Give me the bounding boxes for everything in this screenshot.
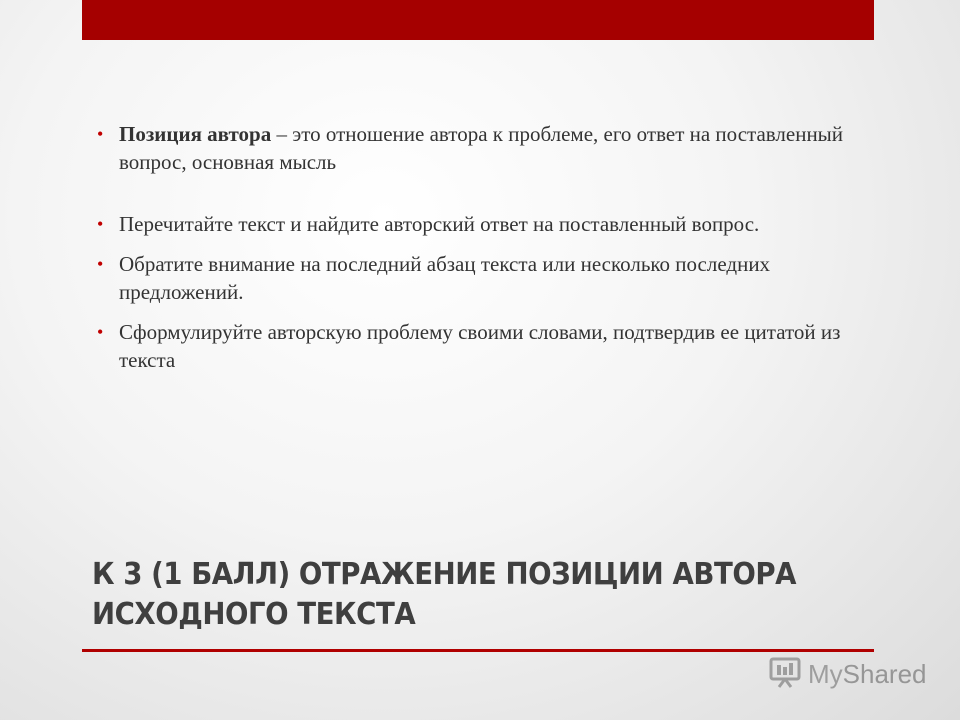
slide-title: К 3 (1 БАЛЛ) ОТРАЖЕНИЕ ПОЗИЦИИ АВТОРА ИСХОДНОГО ТЕКСТА — [92, 557, 797, 632]
watermark-suffix: Shared — [842, 658, 927, 689]
top-accent-bar — [82, 0, 874, 40]
bullet-marker: • — [97, 214, 104, 234]
bullet-bold: Позиция автора — [119, 122, 272, 146]
bullet-text: Сформулируйте авторскую проблему своими словами, подтвердив ее цитатой из текста — [119, 320, 841, 372]
bullet-text: – это отношение автора к проблеме, его ответ на поставленный вопрос, основная мысль — [119, 122, 844, 174]
bullet-item — [97, 318, 857, 374]
bullet-marker: • — [97, 124, 104, 144]
bullet-marker: • — [97, 254, 104, 274]
bullet-item — [97, 120, 857, 176]
title-underline — [82, 649, 874, 652]
watermark-text — [808, 659, 927, 690]
bullet-list — [97, 120, 857, 392]
myshared-watermark — [768, 656, 927, 692]
bullet-marker: • — [97, 322, 104, 342]
bullet-item — [97, 250, 857, 306]
presentation-board-icon — [768, 655, 802, 694]
bullet-text: Перечитайте текст и найдите авторский ответ на поставленный вопрос. — [119, 212, 760, 236]
watermark-prefix: My — [808, 658, 843, 689]
bullet-item — [97, 210, 857, 238]
bullet-text: Обратите внимание на последний абзац текста или несколько последних предложений. — [119, 252, 771, 304]
